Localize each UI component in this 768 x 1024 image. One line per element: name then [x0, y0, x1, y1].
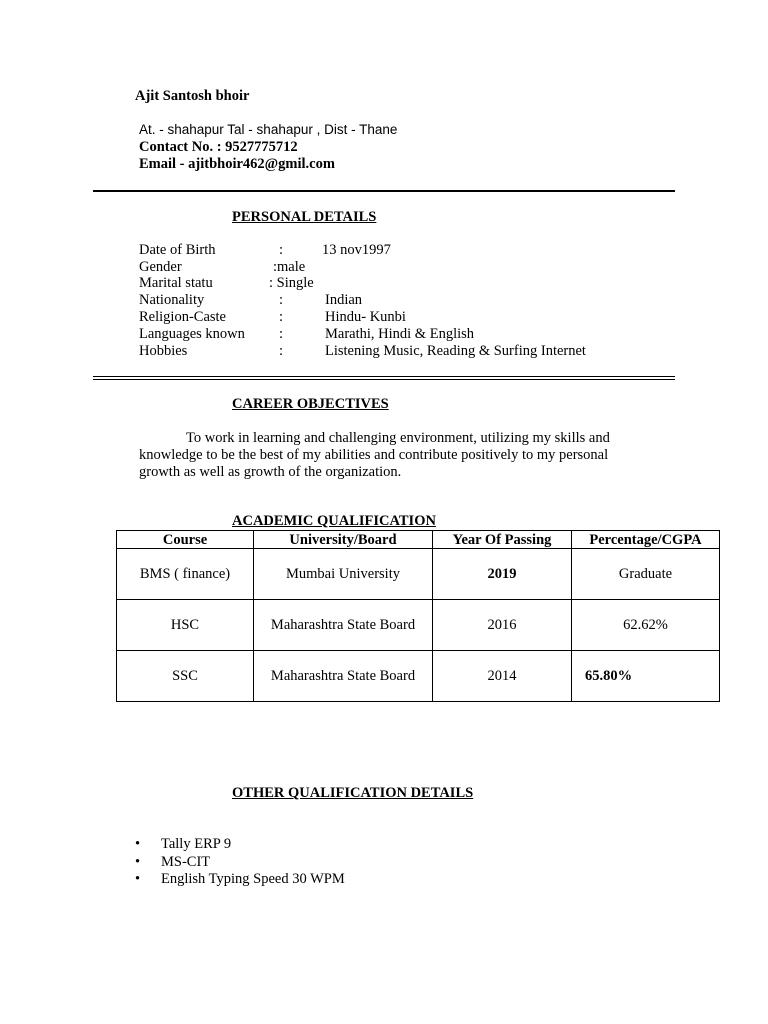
cell-course: BMS ( finance): [117, 549, 254, 600]
divider: [93, 376, 675, 377]
pd-value: Hindu- Kunbi: [325, 309, 406, 325]
pd-label: Nationality: [139, 292, 205, 308]
other-qualification-title: OTHER QUALIFICATION DETAILS: [232, 785, 474, 801]
header-year: Year Of Passing: [433, 531, 572, 549]
objective-line: knowledge to be the best of my abilities and contribute positively to my personal: [139, 447, 609, 463]
cell-year: 2019: [433, 549, 572, 600]
pd-sep: : Single: [269, 275, 314, 291]
pd-sep: :: [279, 292, 284, 308]
cell-university: Maharashtra State Board: [254, 651, 433, 702]
cell-university: Maharashtra State Board: [254, 600, 433, 651]
academic-qualification-title: ACADEMIC QUALIFICATION: [232, 513, 436, 529]
pd-label: Gender: [139, 259, 182, 275]
academic-table: [116, 530, 720, 702]
pd-sep: :: [279, 326, 284, 342]
list-item-text: MS-CIT: [161, 853, 211, 870]
cell-course: SSC: [117, 651, 254, 702]
list-item-text: Tally ERP 9: [161, 836, 232, 852]
pd-value: Marathi, Hindi & English: [325, 326, 475, 342]
other-qualification-list: [135, 836, 345, 889]
divider: [93, 379, 675, 380]
list-item: [135, 836, 345, 854]
address: [139, 122, 397, 139]
cell-percentage: 65.80%: [572, 651, 720, 702]
list-item: [135, 871, 345, 889]
contact-number: Contact No. : 9527775712: [139, 139, 298, 155]
cell-year: 2016: [433, 600, 572, 651]
divider: [93, 190, 675, 192]
cell-year: 2014: [433, 651, 572, 702]
candidate-name: Ajit Santosh bhoir: [135, 88, 250, 104]
bullet-icon: •: [135, 853, 141, 870]
email: Email - ajitbhoir462@gmil.com: [139, 156, 335, 172]
table-header-row: [117, 531, 720, 549]
header-course: Course: [117, 531, 254, 549]
objective-line: growth as well as growth of the organization.: [139, 464, 402, 480]
pd-label: Religion-Caste: [139, 309, 226, 325]
cell-percentage: Graduate: [572, 549, 720, 600]
pd-value: 13 nov1997: [322, 242, 391, 258]
table-row: [117, 651, 720, 702]
table-row: [117, 600, 720, 651]
list-item: [135, 854, 345, 872]
header-percentage: Percentage/CGPA: [572, 531, 720, 549]
cell-percentage: 62.62%: [572, 600, 720, 651]
address-text: At. - shahapur Tal - shahapur , Dist - Thane: [139, 122, 398, 137]
pd-sep: :: [279, 343, 284, 359]
list-item-text: English Typing Speed 30 WPM: [161, 871, 345, 887]
pd-sep: :: [279, 242, 284, 258]
personal-details-title: PERSONAL DETAILS: [232, 209, 377, 225]
cell-university: Mumbai University: [254, 549, 433, 600]
objective-line: To work in learning and challenging environment, utilizing my skills and: [186, 430, 610, 446]
pd-label: Marital statu: [139, 275, 213, 291]
pd-sep: :male: [273, 259, 306, 275]
cell-course: HSC: [117, 600, 254, 651]
pd-label: Languages known: [139, 326, 245, 342]
bullet-icon: •: [135, 871, 141, 887]
pd-label: Date of Birth: [139, 242, 216, 258]
pd-value: Indian: [325, 292, 363, 308]
bullet-icon: •: [135, 836, 141, 852]
pd-sep: :: [279, 309, 284, 325]
career-objectives-title: CAREER OBJECTIVES: [232, 396, 389, 412]
pd-value: Listening Music, Reading & Surfing Internet: [325, 343, 586, 359]
pd-label: Hobbies: [139, 343, 188, 359]
table-row: [117, 549, 720, 600]
header-university: University/Board: [254, 531, 433, 549]
